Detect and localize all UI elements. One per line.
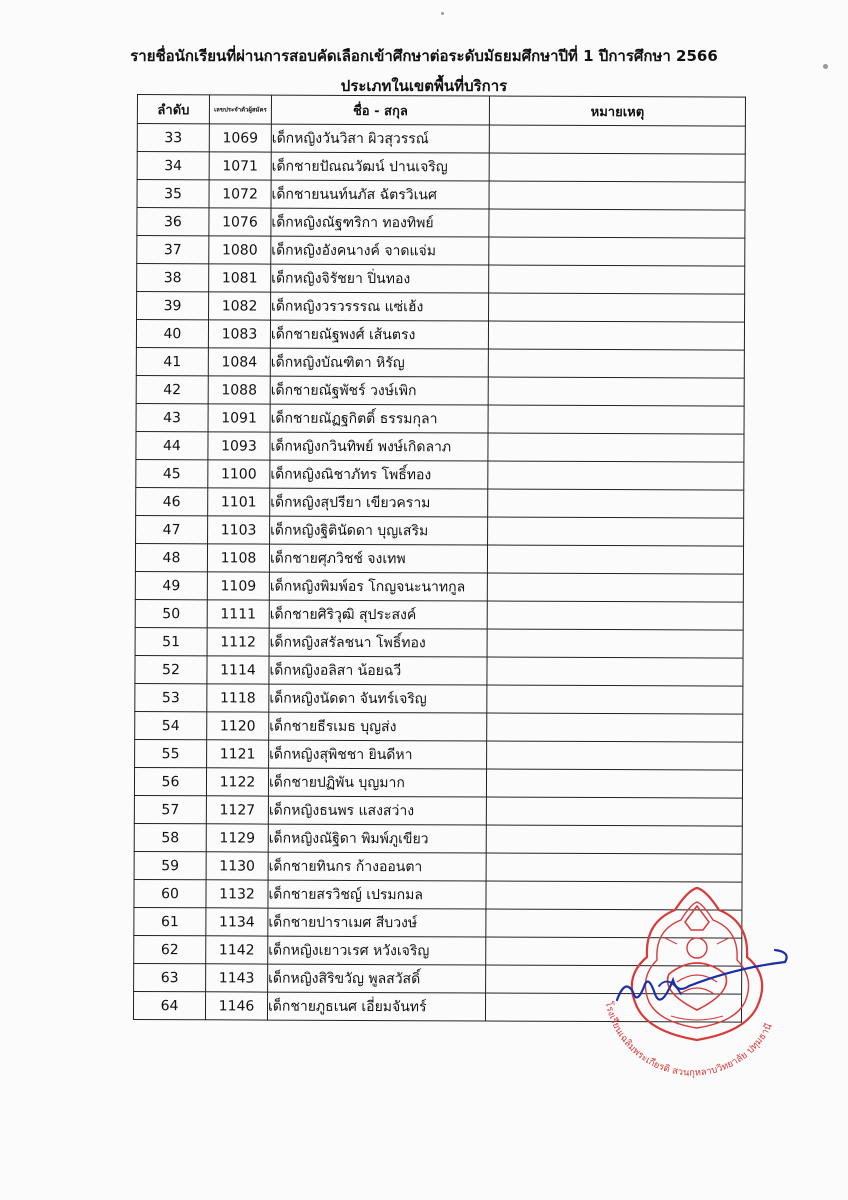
- cell-remark: [487, 573, 743, 602]
- cell-remark: [489, 181, 745, 210]
- cell-applicant-no: 1101: [208, 488, 270, 516]
- cell-applicant-no: 1118: [207, 684, 269, 712]
- cell-student-name: เด็กหญิงเยาวเรศ หวังเจริญ: [268, 936, 486, 965]
- cell-remark: [486, 769, 742, 798]
- cell-order: 48: [135, 543, 207, 571]
- cell-applicant-no: 1143: [206, 964, 268, 992]
- table-row: [134, 823, 742, 854]
- cell-order: 46: [136, 487, 208, 515]
- table-header-row: [137, 95, 745, 127]
- cell-applicant-no: 1071: [209, 152, 271, 180]
- table-row: [136, 375, 744, 406]
- page-title: รายชื่อนักเรียนที่ผ่านการสอบคัดเลือกเข้าศึกษาต่อระดับมัธยมศึกษาปีที่ 1 ปีการศึกษา 2566: [130, 47, 718, 65]
- cell-applicant-no: 1088: [208, 376, 270, 404]
- table-row: [136, 487, 744, 518]
- cell-student-name: เด็กหญิงฐิตินัดดา บุญเสริม: [270, 516, 488, 545]
- cell-applicant-no: 1122: [206, 768, 268, 796]
- cell-applicant-no: 1111: [207, 600, 269, 628]
- cell-applicant-no: 1084: [208, 348, 270, 376]
- cell-student-name: เด็กหญิงบัณฑิตา หิรัญ: [270, 348, 488, 377]
- cell-applicant-no: 1083: [208, 320, 270, 348]
- cell-student-name: เด็กหญิงอังคนางค์ จาดแจ่ม: [271, 236, 489, 265]
- cell-remark: [488, 517, 744, 546]
- cell-student-name: เด็กชายณัฏฐกิตติ์ ธรรมกุลา: [270, 404, 488, 433]
- cell-applicant-no: 1132: [206, 880, 268, 908]
- cell-order: 49: [135, 571, 207, 599]
- cell-order: 62: [134, 935, 206, 963]
- cell-student-name: เด็กหญิงสุปรียา เขียวคราม: [270, 488, 488, 517]
- cell-student-name: เด็กชายศุภวิชช์ จงเทพ: [269, 544, 487, 573]
- cell-student-name: เด็กชายปฏิพัน บุญมาก: [268, 768, 486, 797]
- cell-order: 34: [137, 152, 209, 180]
- cell-student-name: เด็กชายสรวิชญ์ เปรมกมล: [268, 880, 486, 909]
- table-row: [136, 459, 744, 490]
- school-seal-stamp: [585, 882, 800, 1082]
- table-row: [134, 795, 742, 826]
- cell-applicant-no: 1100: [208, 460, 270, 488]
- table-row: [136, 403, 744, 434]
- cell-applicant-no: 1134: [206, 908, 268, 936]
- cell-applicant-no: 1081: [209, 264, 271, 292]
- cell-remark: [487, 685, 743, 714]
- cell-remark: [487, 741, 743, 770]
- cell-student-name: เด็กหญิงณัฐฑริกา ทองทิพย์: [271, 208, 489, 237]
- cell-remark: [488, 405, 744, 434]
- cell-order: 61: [134, 907, 206, 935]
- cell-remark: [487, 545, 743, 574]
- cell-remark: [489, 293, 745, 322]
- table-row: [135, 599, 743, 630]
- cell-applicant-no: 1121: [207, 740, 269, 768]
- cell-remark: [488, 461, 744, 490]
- table-row: [135, 711, 743, 742]
- cell-order: 35: [137, 180, 209, 208]
- cell-applicant-no: 1114: [207, 656, 269, 684]
- table-row: [137, 152, 745, 183]
- cell-remark: [489, 209, 745, 238]
- table-row: [135, 627, 743, 658]
- cell-order: 51: [135, 627, 207, 655]
- cell-order: 58: [134, 823, 206, 851]
- table-row: [137, 236, 745, 267]
- table-row: [136, 347, 744, 378]
- cell-order: 52: [135, 655, 207, 683]
- cell-order: 57: [134, 795, 206, 823]
- table-row: [134, 767, 742, 798]
- header-applicant-no: เลขประจำตัวผู้สมัคร: [209, 95, 271, 124]
- cell-student-name: เด็กชายทินกร ก้างออนตา: [268, 852, 486, 881]
- cell-student-name: เด็กหญิงนัดดา จันทร์เจริญ: [269, 684, 487, 713]
- cell-applicant-no: 1146: [205, 992, 267, 1020]
- cell-remark: [489, 237, 745, 266]
- cell-order: 37: [137, 236, 209, 264]
- table-row: [135, 543, 743, 574]
- cell-order: 64: [133, 991, 205, 1019]
- cell-applicant-no: 1108: [207, 544, 269, 572]
- cell-remark: [488, 377, 744, 406]
- cell-applicant-no: 1130: [206, 852, 268, 880]
- cell-applicant-no: 1112: [207, 628, 269, 656]
- cell-remark: [487, 629, 743, 658]
- cell-student-name: เด็กชายณัฐพงศ์ เส้นตรง: [270, 320, 488, 349]
- cell-order: 43: [136, 403, 208, 431]
- cell-applicant-no: 1120: [207, 712, 269, 740]
- cell-student-name: เด็กหญิงณัฐิดา พิมพ์ภูเขียว: [268, 824, 486, 853]
- cell-remark: [486, 853, 742, 882]
- table-row: [136, 431, 744, 462]
- cell-remark: [487, 713, 743, 742]
- cell-remark: [489, 153, 745, 182]
- cell-applicant-no: 1109: [207, 572, 269, 600]
- table-row: [136, 515, 744, 546]
- cell-order: 36: [137, 208, 209, 236]
- header-remark: หมายเหตุ: [489, 96, 745, 126]
- cell-applicant-no: 1127: [206, 796, 268, 824]
- cell-order: 42: [136, 375, 208, 403]
- cell-remark: [488, 349, 744, 378]
- cell-applicant-no: 1129: [206, 824, 268, 852]
- cell-student-name: เด็กหญิงสรัลชนา โพธิ์ทอง: [269, 628, 487, 657]
- cell-applicant-no: 1080: [209, 236, 271, 264]
- cell-student-name: เด็กชายศิริวุฒิ สุประสงค์: [269, 600, 487, 629]
- cell-order: 55: [135, 739, 207, 767]
- cell-student-name: เด็กหญิงณิชาภัทร โพธิ์ทอง: [270, 460, 488, 489]
- cell-remark: [488, 489, 744, 518]
- cell-student-name: เด็กชายณัฐพัชร์ วงษ์เพิก: [270, 376, 488, 405]
- cell-order: 39: [137, 292, 209, 320]
- cell-order: 44: [136, 431, 208, 459]
- cell-remark: [489, 125, 745, 154]
- cell-student-name: เด็กหญิงวรวรรรณ แซ่เฮ้ง: [271, 292, 489, 321]
- scan-speck: [823, 64, 828, 69]
- cell-student-name: เด็กหญิงกวินทิพย์ พงษ์เกิดลาภ: [270, 432, 488, 461]
- cell-order: 33: [137, 124, 209, 152]
- cell-order: 56: [134, 767, 206, 795]
- cell-applicant-no: 1142: [206, 936, 268, 964]
- cell-order: 50: [135, 599, 207, 627]
- cell-student-name: เด็กหญิงพิมพ์อร โกญจนะนาทกูล: [269, 572, 487, 601]
- page-subtitle: ประเภทในเขตพื้นที่บริการ: [340, 77, 508, 95]
- stamp-ring-text: โรงเรียนเฉลิมพระเกียรติ สวนกุหลาบวิทยาลัย ปทุมธานี: [602, 1000, 775, 1079]
- scan-speck: [441, 12, 444, 15]
- cell-applicant-no: 1091: [208, 404, 270, 432]
- cell-student-name: เด็กหญิงวันวิสา ผิวสุวรรณ์: [271, 124, 489, 153]
- cell-order: 54: [135, 711, 207, 739]
- table-row: [136, 320, 744, 351]
- cell-student-name: เด็กชายปาราเมศ สีบวงษ์: [268, 908, 486, 937]
- cell-remark: [486, 797, 742, 826]
- cell-order: 53: [135, 683, 207, 711]
- cell-applicant-no: 1082: [209, 292, 271, 320]
- header-order: ลำดับ: [137, 95, 209, 124]
- cell-order: 41: [136, 347, 208, 375]
- table-row: [137, 264, 745, 295]
- cell-order: 40: [136, 320, 208, 348]
- table-row: [137, 124, 745, 155]
- cell-applicant-no: 1093: [208, 432, 270, 460]
- table-row: [137, 292, 745, 323]
- table-row: [134, 851, 742, 882]
- table-row: [135, 683, 743, 714]
- cell-applicant-no: 1069: [209, 124, 271, 152]
- header-name: ชื่อ - สกุล: [271, 95, 489, 125]
- table-row: [135, 571, 743, 602]
- cell-applicant-no: 1076: [209, 208, 271, 236]
- cell-remark: [489, 265, 745, 294]
- cell-order: 63: [134, 963, 206, 991]
- cell-applicant-no: 1103: [208, 516, 270, 544]
- cell-remark: [486, 825, 742, 854]
- cell-remark: [487, 601, 743, 630]
- cell-remark: [488, 433, 744, 462]
- cell-order: 59: [134, 851, 206, 879]
- cell-student-name: เด็กหญิงอลิสา น้อยฉวี: [269, 656, 487, 685]
- cell-remark: [487, 657, 743, 686]
- cell-student-name: เด็กหญิงสุพิชชา ยินดีหา: [269, 740, 487, 769]
- cell-applicant-no: 1072: [209, 180, 271, 208]
- table-row: [137, 208, 745, 239]
- cell-student-name: เด็กชายภูธเนศ เอี่ยมจันทร์: [267, 992, 485, 1021]
- table-row: [135, 739, 743, 770]
- table-row: [137, 180, 745, 211]
- cell-order: 60: [134, 879, 206, 907]
- cell-order: 47: [136, 515, 208, 543]
- table-row: [135, 655, 743, 686]
- cell-order: 38: [137, 264, 209, 292]
- cell-student-name: เด็กหญิงสิริขวัญ พูลสวัสดิ์: [268, 964, 486, 993]
- cell-remark: [488, 321, 744, 350]
- cell-student-name: เด็กชายนนท์นภัส ฉัตรวิเนศ: [271, 180, 489, 209]
- cell-student-name: เด็กชายธีรเมธ บุญส่ง: [269, 712, 487, 741]
- cell-student-name: เด็กหญิงจิรัชยา ปิ่นทอง: [271, 264, 489, 293]
- cell-student-name: เด็กหญิงธนพร แสงสว่าง: [268, 796, 486, 825]
- cell-student-name: เด็กชายปัณณวัฒน์ ปานเจริญ: [271, 152, 489, 181]
- cell-order: 45: [136, 459, 208, 487]
